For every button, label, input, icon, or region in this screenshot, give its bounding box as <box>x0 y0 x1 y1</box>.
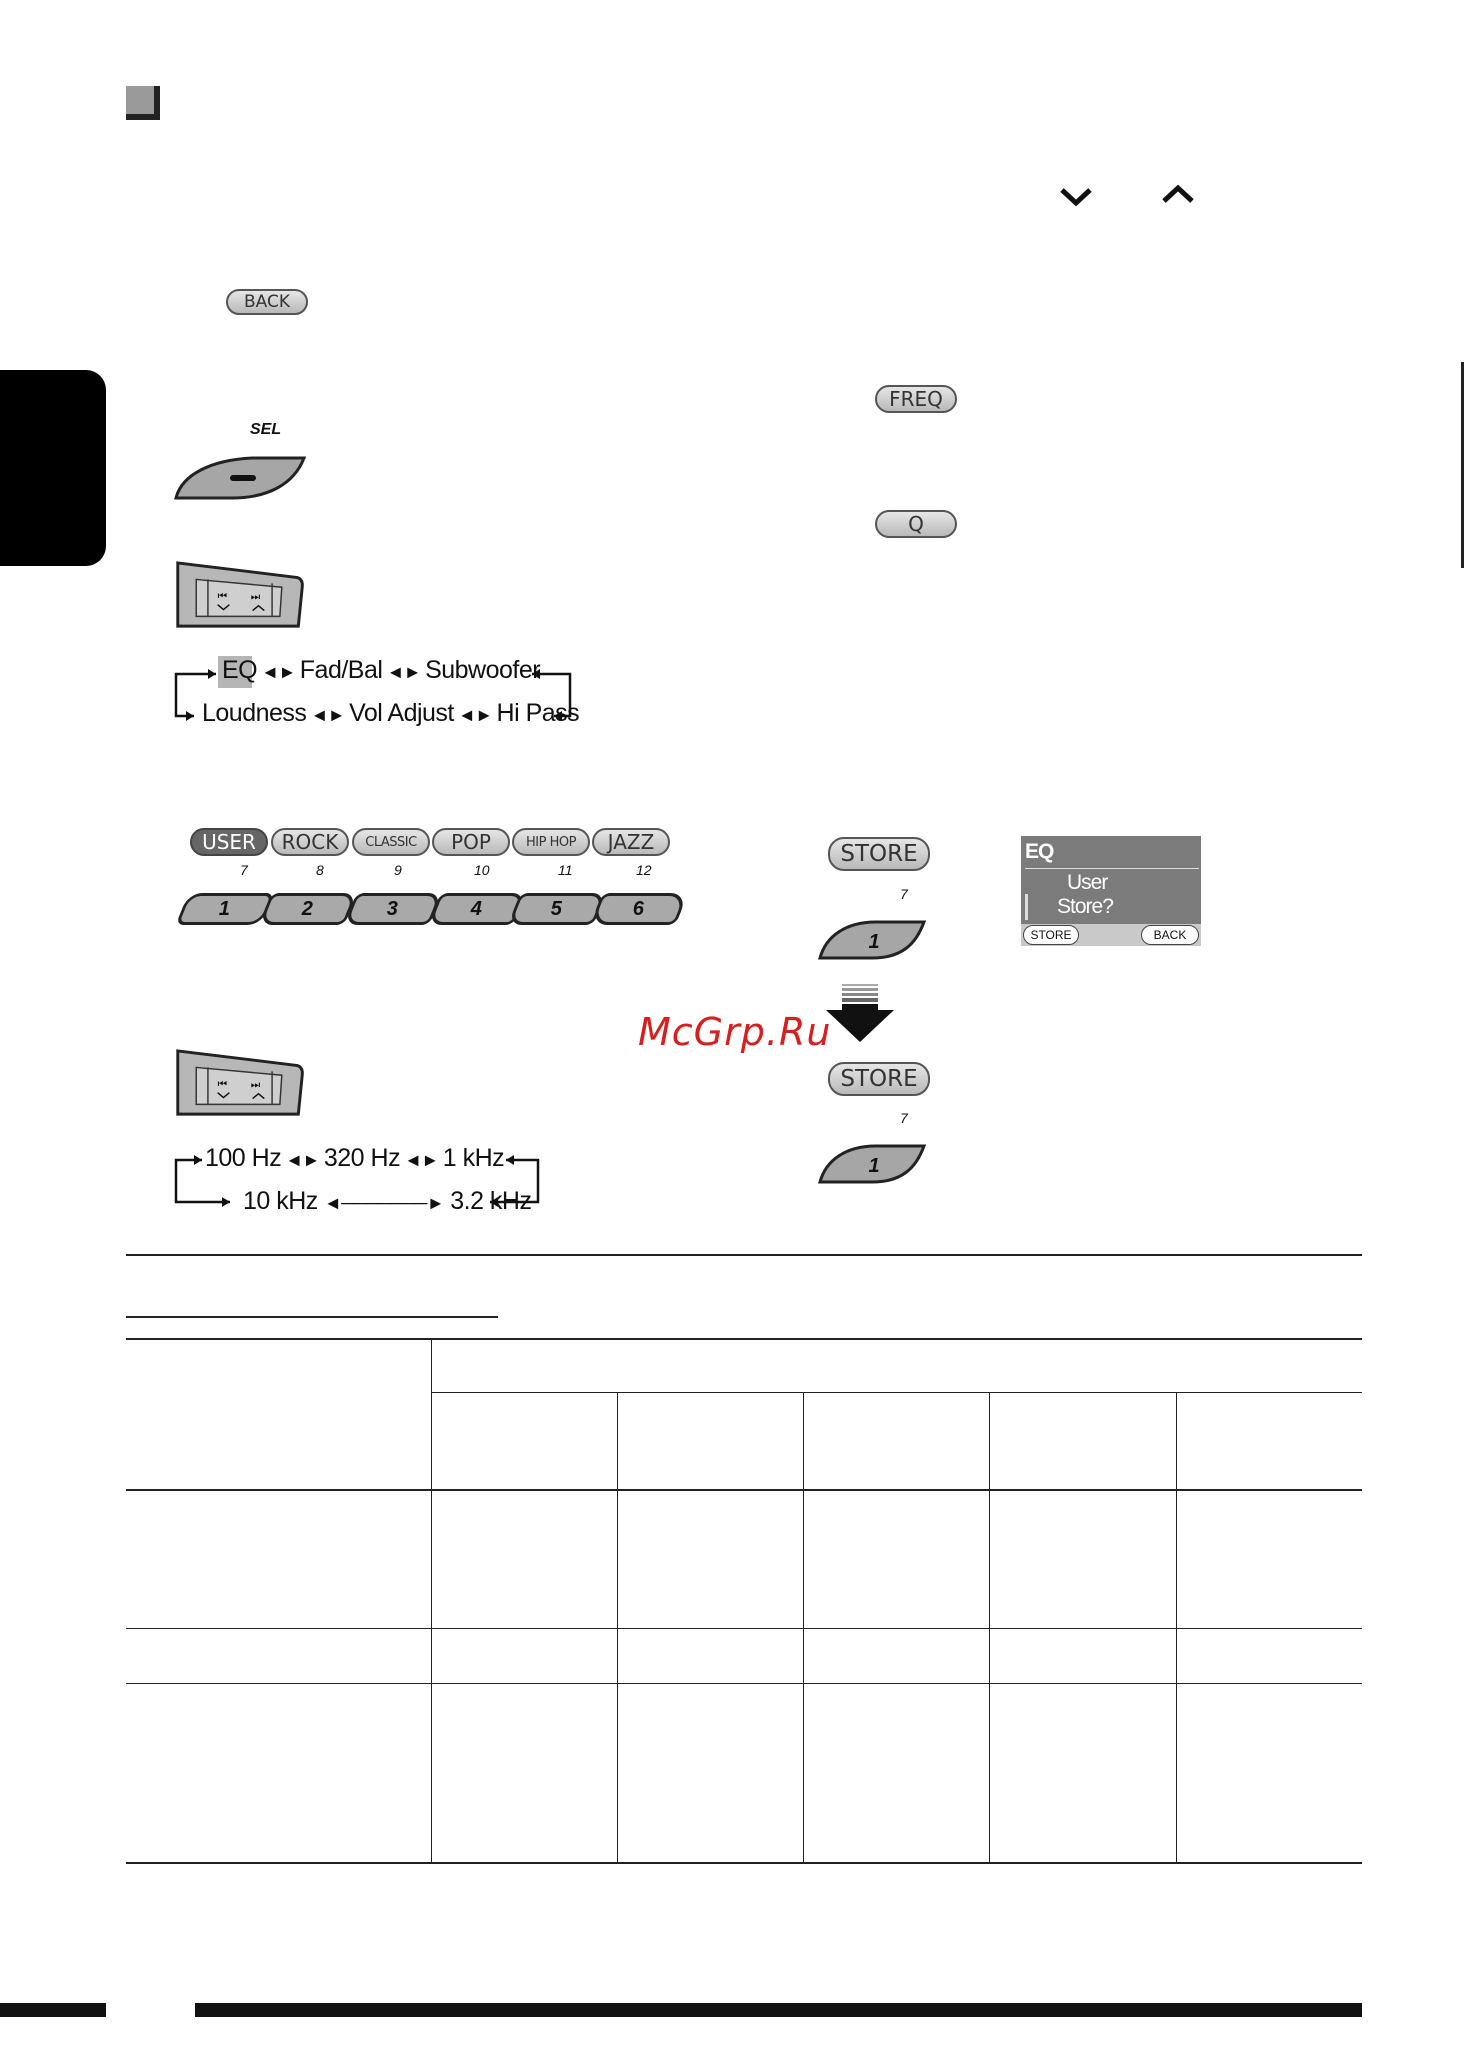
preset-hiphop[interactable]: HIP HOP <box>512 828 590 856</box>
number-key-6[interactable]: 6 <box>590 893 689 925</box>
store-button[interactable]: STORE <box>828 1062 930 1096</box>
right-edge-line <box>1461 362 1464 568</box>
freq-button[interactable]: FREQ <box>875 385 957 413</box>
preset-pop[interactable]: POP <box>432 828 510 856</box>
track-rocker-top[interactable] <box>174 560 306 630</box>
store-button[interactable]: STORE <box>828 837 930 871</box>
table-rule-top <box>126 1338 1362 1340</box>
preset-number: 7 <box>240 862 248 878</box>
flow2-10khz: 10 kHz <box>243 1187 318 1215</box>
flow1-fadbal: Fad/Bal <box>299 656 383 684</box>
number-key-2[interactable]: 2 <box>259 893 358 925</box>
q-button[interactable]: Q <box>875 510 957 538</box>
lcd-line1: User <box>1067 871 1108 894</box>
watermark: McGrp.Ru <box>638 1010 832 1054</box>
number-key-4[interactable]: 4 <box>428 893 527 925</box>
flow1-voladjust: Vol Adjust <box>349 699 454 727</box>
number-key-3[interactable]: 3 <box>344 893 443 925</box>
preset-number: 12 <box>636 862 652 878</box>
side-tab <box>0 370 106 566</box>
table-col-divider <box>431 1339 432 1863</box>
number-key-5[interactable]: 5 <box>508 893 607 925</box>
flow1-subwoofer: Subwoofer <box>425 656 541 684</box>
svg-text:⏮: ⏮ <box>217 1076 228 1090</box>
track-rocker-bottom[interactable] <box>174 1048 306 1118</box>
section-marker-face <box>126 86 154 114</box>
table-col-divider <box>803 1392 804 1863</box>
chevron-up-icon <box>1160 182 1196 206</box>
preset-rock[interactable]: ROCK <box>271 828 349 856</box>
table-col-divider <box>989 1392 990 1863</box>
svg-text:1: 1 <box>868 1155 880 1177</box>
svg-text:⏮: ⏮ <box>217 588 228 602</box>
back-button[interactable]: BACK <box>226 289 308 315</box>
chevron-down-icon <box>1058 184 1094 208</box>
table-col-divider <box>1176 1392 1177 1863</box>
subheading-underline <box>126 1316 498 1318</box>
flow2-1khz: 1 kHz <box>442 1144 505 1172</box>
preset-key-1[interactable] <box>816 1142 928 1186</box>
section-rule <box>126 1254 1362 1256</box>
preset-jazz[interactable]: JAZZ <box>592 828 670 856</box>
number-key-1[interactable]: 1 <box>176 893 275 925</box>
lcd-line2: Store? <box>1057 895 1113 918</box>
lcd-store-button: STORE <box>1023 925 1079 945</box>
lcd-side-bar <box>1025 894 1028 920</box>
svg-text:⏭: ⏭ <box>250 1077 261 1091</box>
table-col-divider <box>617 1392 618 1863</box>
flow1-eq: EQ <box>222 656 258 684</box>
preset-number: 10 <box>474 862 490 878</box>
next-step-arrow-icon <box>824 984 896 1044</box>
preset-user[interactable]: USER <box>190 828 268 856</box>
flow1-loudness: Loudness <box>202 699 307 727</box>
flow2-32khz: 3.2 kHz <box>450 1187 532 1215</box>
flow2-320hz: 320 Hz <box>323 1144 401 1172</box>
sel-label: SEL <box>250 421 282 438</box>
footer-bar-left <box>0 2003 106 2017</box>
table-rule-subheader <box>432 1392 1362 1393</box>
flow1-hipass: Hi Pass <box>496 699 580 727</box>
lcd-divider <box>1025 868 1199 869</box>
flow2-100hz: 100 Hz <box>205 1144 282 1172</box>
svg-text:1: 1 <box>868 931 880 953</box>
footer-bar-right <box>195 2003 1362 2017</box>
preset-number: 8 <box>316 862 324 878</box>
store-key-number: 7 <box>900 1110 908 1126</box>
preset-number: 11 <box>558 862 573 878</box>
lcd-title: EQ <box>1025 840 1054 863</box>
preset-key-1[interactable] <box>816 918 928 962</box>
preset-number: 9 <box>394 862 402 878</box>
svg-text:⏭: ⏭ <box>250 589 261 603</box>
sel-button[interactable] <box>172 454 308 502</box>
preset-classic[interactable]: CLASSIC <box>352 828 430 856</box>
store-key-number: 7 <box>900 886 908 902</box>
lcd-display <box>1021 836 1201 946</box>
lcd-back-button: BACK <box>1141 925 1199 945</box>
